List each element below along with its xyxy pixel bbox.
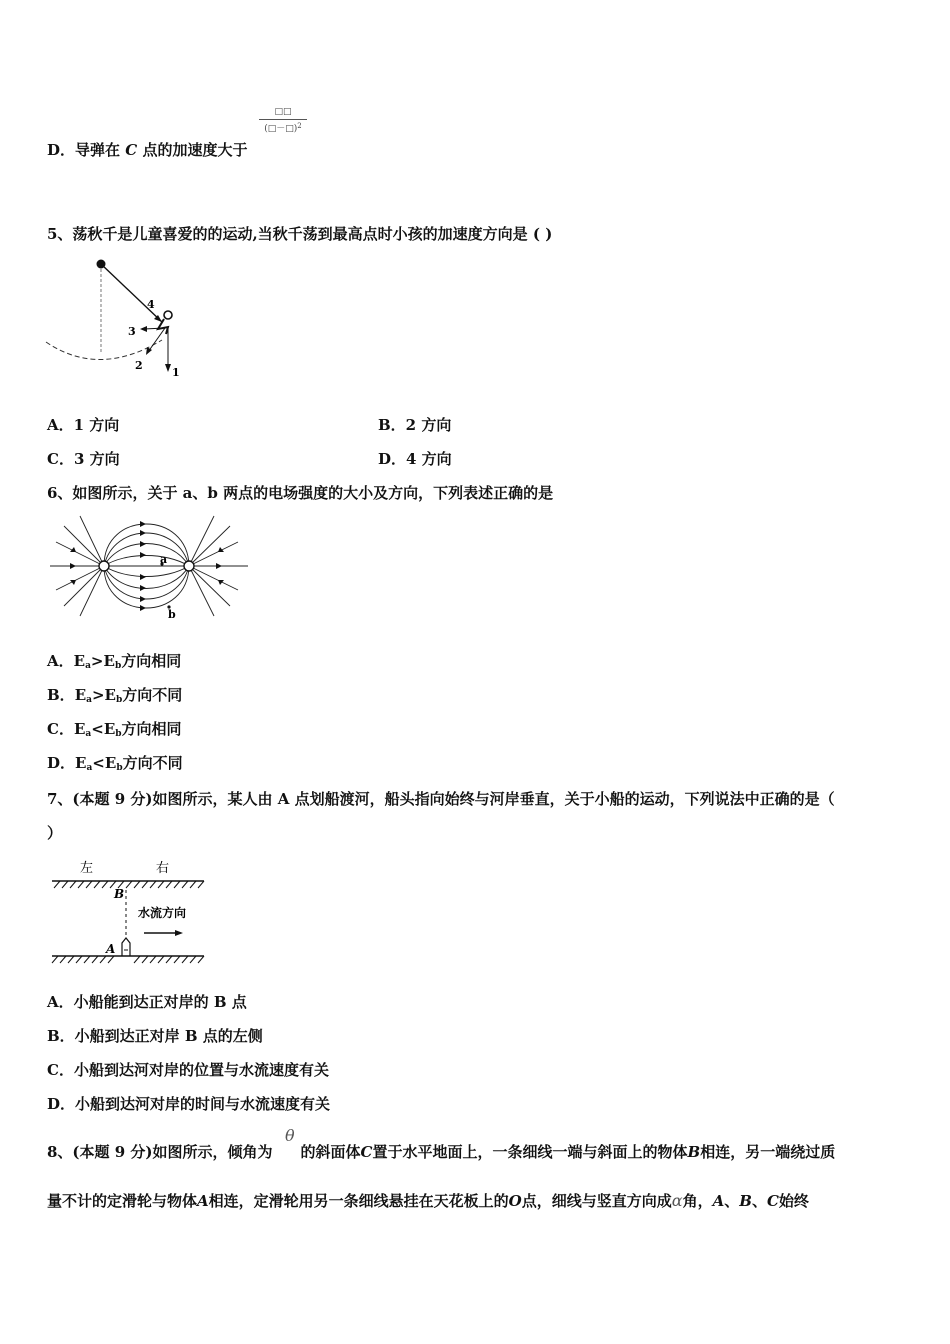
q5-option-c: C．3 方向 (47, 450, 120, 468)
q7-stem-line1: 7、(本题 9 分)如图所示，某人由 A 点划船渡河，船头指向始终与河岸垂直，关于小船的运动，下列说法中正确的是（ (47, 790, 835, 808)
q5-option-b: B．2 方向 (378, 416, 452, 434)
q6-option-a: A．$E_a>E_b$方向相同 (47, 652, 182, 671)
label-2: 2 (135, 359, 143, 372)
q7-option-b: B．小船到达正对岸 B 点的左侧 (47, 1027, 263, 1045)
q6-option-d: D．$E_a<E_b$方向不同 (47, 754, 183, 773)
q4-option-d: D．导弹在 C 点的加速度大于 (47, 141, 248, 159)
theta-symbol: θ (285, 1126, 295, 1145)
q5-stem: 5、荡秋千是儿童喜爱的的运动,当秋千荡到最高点时小孩的加速度方向是 ( ) (47, 225, 553, 243)
q7-option-c: C．小船到达河对岸的位置与水流速度有关 (47, 1061, 329, 1079)
q4-fraction (259, 107, 307, 135)
river-figure (46, 855, 210, 970)
q5-option-d: D．4 方向 (378, 450, 452, 468)
fraction-numerator: □□ (274, 107, 292, 117)
point-B: B (114, 887, 125, 901)
label-left: 左 (80, 861, 94, 876)
alpha-symbol: α (671, 1191, 683, 1210)
q8-line2: 量不计的定滑轮与物体A相连，定滑轮用另一条细线悬挂在天花板上的O点，细线与竖直方向成α角，A、B、C始终 (47, 1191, 809, 1210)
electric-field-figure (46, 512, 252, 620)
point-A: A (106, 942, 116, 956)
label-3: 3 (128, 325, 136, 338)
q6-option-b: B．$E_a>E_b$方向不同 (47, 686, 183, 705)
fraction-denominator: (□－□)$^2$ (264, 122, 302, 134)
label-4: 4 (147, 298, 155, 311)
q7-stem-line2: ） (47, 824, 63, 842)
q5-option-a: A．1 方向 (47, 416, 120, 434)
point-a: a (160, 553, 168, 566)
q6-option-c: C．$E_a<E_b$方向相同 (47, 720, 182, 739)
label-right: 右 (156, 861, 170, 876)
q8-line1: 8、(本题 9 分)如图所示，倾角为 的斜面体C置于水平地面上，一条细线一端与斜面上的物体B相连，另一端绕过质 (47, 1143, 836, 1161)
label-1: 1 (172, 366, 180, 379)
swing-figure (44, 256, 194, 382)
flow-direction-label: 水流方向 (138, 906, 187, 920)
point-b: b (168, 608, 176, 620)
q7-option-a: A．小船能到达正对岸的 B 点 (47, 993, 247, 1011)
q6-stem: 6、如图所示，关于 a、b 两点的电场强度的大小及方向，下列表述正确的是 (47, 484, 554, 502)
q7-option-d: D．小船到达河对岸的时间与水流速度有关 (47, 1095, 331, 1113)
